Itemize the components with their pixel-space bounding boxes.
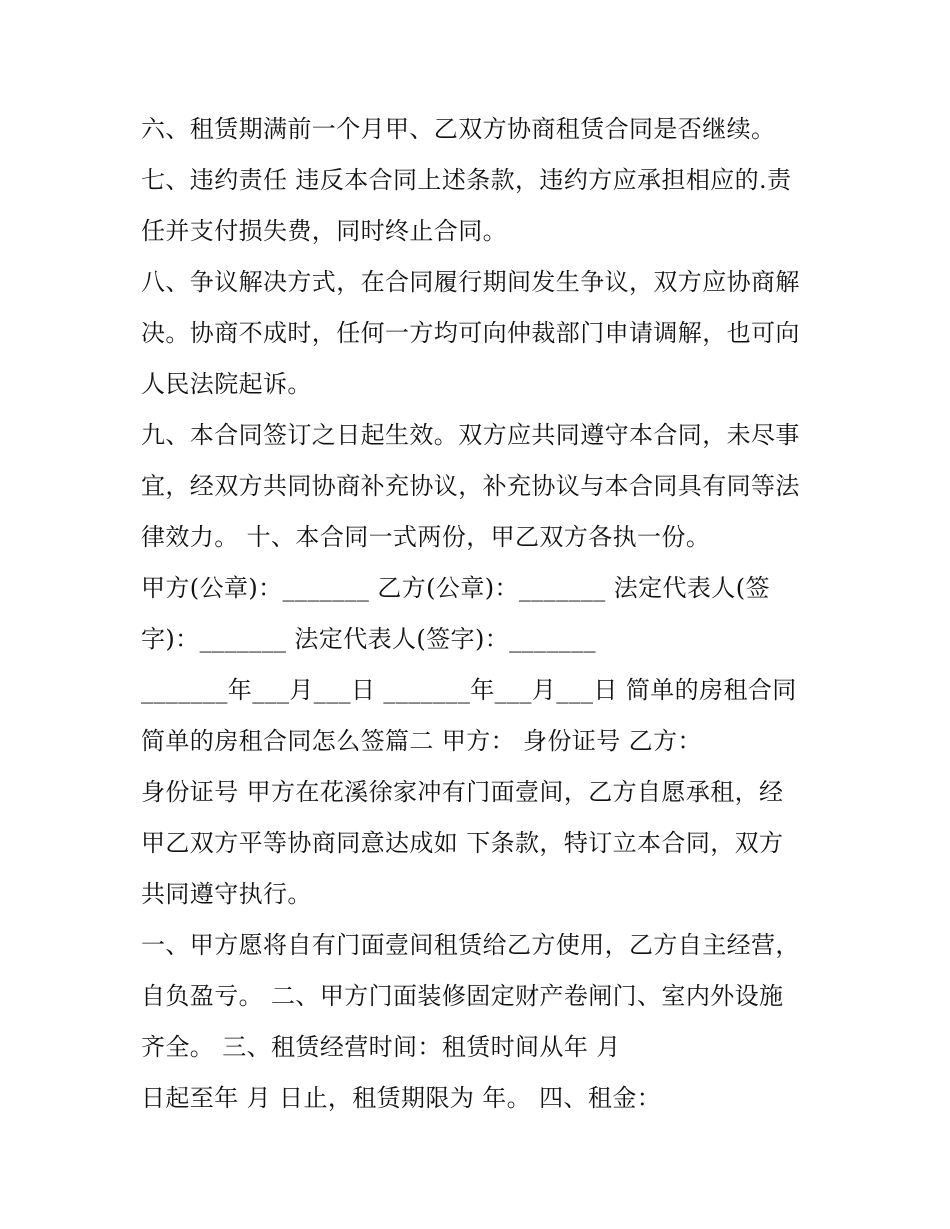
text-line: 六、租赁期满前一个月甲、乙双方协商租赁合同是否继续。	[141, 115, 776, 143]
text-line: 齐全。 三、租赁经营时间：租赁时间从年 月	[141, 1033, 621, 1061]
text-line: 字)：_______ 法定代表人(签字)：_______	[141, 625, 596, 653]
text-line: 简单的房租合同怎么签篇二 甲方： 身份证号 乙方：	[141, 727, 702, 755]
text-line: _______年___月___日 _______年___月___日 简单的房租合同	[141, 676, 797, 704]
text-line: 宜，经双方共同协商补充协议，补充协议与本合同具有同等法	[141, 472, 800, 500]
text-line: 人民法院起诉。	[141, 370, 312, 398]
text-line: 决。协商不成时，任何一方均可向仲裁部门申请调解，也可向	[141, 319, 800, 347]
text-line: 甲乙双方平等协商同意达成如 下条款，特订立本合同，双方	[141, 829, 784, 857]
text-line: 自负盈亏。 二、甲方门面装修固定财产卷闸门、室内外设施	[141, 982, 784, 1010]
text-line: 共同遵守执行。	[141, 880, 312, 908]
text-line: 任并支付损失费，同时终止合同。	[141, 217, 507, 245]
text-line: 日起至年 月 日止，租赁期限为 年。 四、租金：	[141, 1084, 662, 1112]
text-line: 甲方(公章)：_______ 乙方(公章)：_______ 法定代表人(签	[141, 574, 770, 602]
text-line: 律效力。 十、本合同一式两份，甲乙双方各执一份。	[141, 523, 711, 551]
text-line: 八、争议解决方式，在合同履行期间发生争议，双方应协商解	[141, 268, 800, 296]
text-line: 一、甲方愿将自有门面壹间租赁给乙方使用，乙方自主经营，	[141, 931, 800, 959]
text-line: 九、本合同签订之日起生效。双方应共同遵守本合同，未尽事	[141, 421, 800, 449]
text-line: 身份证号 甲方在花溪徐家冲有门面壹间，乙方自愿承租，经	[141, 778, 784, 806]
text-line: 七、违约责任 违反本合同上述条款，违约方应承担相应的.责	[141, 166, 792, 194]
